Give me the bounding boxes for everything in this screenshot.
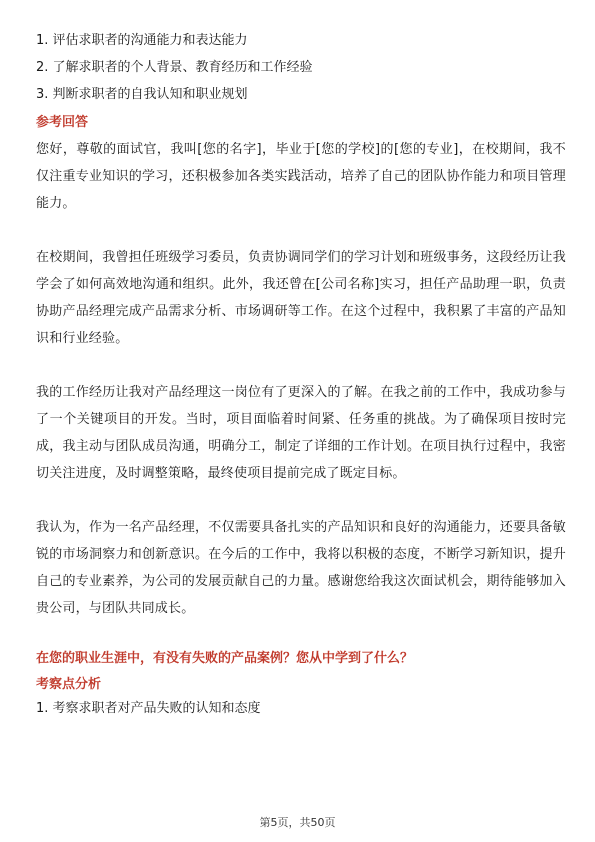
answer-paragraph: 在校期间，我曾担任班级学习委员，负责协调同学们的学习计划和班级事务，这段经历让我学会了如何高效地沟通和组织。此外，我还曾在[公司名称]实习，担任产品助理一职，负责协助产品经理完成产品需求分析、市场调研等工作。在这个过程中，我积累了丰富的产品知识和行业经验。 <box>36 250 566 346</box>
list-item: 1. 评估求职者的沟通能力和表达能力 <box>36 33 248 48</box>
answer-paragraph: 我的工作经历让我对产品经理这一岗位有了更深入的了解。在我之前的工作中，我成功参与了一个关键项目的开发。当时，项目面临着时间紧、任务重的挑战。为了确保项目按时完成，我主动与团队成员沟通，明确分工，制定了详细的工作计划。在项目执行过程中，我密切关注进度，及时调整策略，最终使项目提前完成了既定目标。 <box>36 385 566 481</box>
answer-paragraph: 您好，尊敬的面试官，我叫[您的名字]，毕业于[您的学校]的[您的专业]，在校期间，我不仅注重专业知识的学习，还积极参加各类实践活动，培养了自己的团队协作能力和项目管理能力。 <box>36 142 566 211</box>
page-footer: 第5页，共50页 <box>259 816 336 829</box>
answer-paragraph: 我认为，作为一名产品经理，不仅需要具备扎实的产品知识和良好的沟通能力，还要具备敏锐的市场洞察力和创新意识。在今后的工作中，我将以积极的态度，不断学习新知识，提升自己的专业素养，为公司的发展贡献自己的力量。感谢您给我这次面试机会，期待能够加入贵公司，与团队共同成长。 <box>36 520 566 616</box>
interview-question: 在您的职业生涯中，有没有失败的产品案例？您从中学到了什么？ <box>36 651 414 666</box>
answer-heading: 参考回答 <box>36 115 89 130</box>
page-content <box>36 28 566 723</box>
list-item: 2. 了解求职者的个人背景、教育经历和工作经验 <box>36 60 313 75</box>
list-item: 3. 判断求职者的自我认知和职业规划 <box>36 87 248 102</box>
analysis-heading: 考察点分析 <box>36 677 102 692</box>
list-item: 1. 考察求职者对产品失败的认知和态度 <box>36 701 261 716</box>
